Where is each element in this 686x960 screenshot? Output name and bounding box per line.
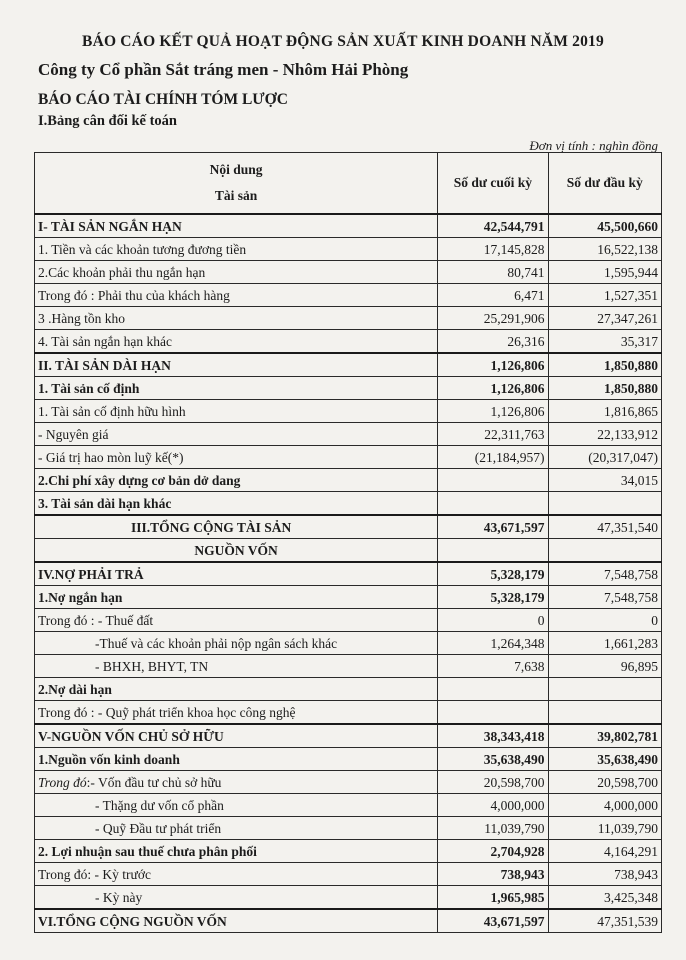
row-label: Trong đó : - Quỹ phát triển khoa học công nghệ — [35, 701, 438, 725]
row-label: 1.Nguồn vốn kinh doanh — [35, 748, 438, 771]
row-label: V-NGUỒN VỐN CHỦ SỞ HỮU — [35, 724, 438, 748]
row-label-lead: Trong đó — [38, 775, 87, 790]
row-begin — [548, 492, 661, 516]
company-name: Công ty Cổ phần Sắt tráng men - Nhôm Hải Phòng — [38, 60, 409, 79]
row-begin: 738,943 — [548, 863, 661, 886]
row-end: 0 — [438, 609, 548, 632]
row-begin: 39,802,781 — [548, 724, 661, 748]
table-row — [35, 817, 662, 840]
row-label: - Quỹ Đầu tư phát triển — [35, 817, 438, 840]
row-label: Trong đó: - Kỳ trước — [35, 863, 438, 886]
row-end: 1,965,985 — [438, 886, 548, 910]
row-label: I- TÀI SẢN NGẮN HẠN — [35, 214, 438, 238]
row-end: 1,264,348 — [438, 632, 548, 655]
row-begin: 0 — [548, 609, 661, 632]
row-label: Trong đó : Phải thu của khách hàng — [35, 284, 438, 307]
table-row — [35, 214, 662, 238]
row-end — [438, 701, 548, 725]
row-begin: 4,000,000 — [548, 794, 661, 817]
table-row — [35, 655, 662, 678]
row-end: 6,471 — [438, 284, 548, 307]
row-begin: 1,595,944 — [548, 261, 661, 284]
table-row — [35, 353, 662, 377]
table-header-row — [35, 153, 662, 215]
table-row — [35, 307, 662, 330]
table-row — [35, 748, 662, 771]
row-end: 4,000,000 — [438, 794, 548, 817]
row-label: - Thặng dư vốn cổ phần — [35, 794, 438, 817]
row-end: 43,671,597 — [438, 515, 548, 539]
row-begin: 7,548,758 — [548, 586, 661, 609]
row-begin: 45,500,660 — [548, 214, 661, 238]
row-end: 1,126,806 — [438, 377, 548, 400]
row-end: 38,343,418 — [438, 724, 548, 748]
table-row — [35, 330, 662, 354]
row-end: 22,311,763 — [438, 423, 548, 446]
header-content — [35, 153, 438, 215]
table-row — [35, 678, 662, 701]
row-label — [35, 771, 438, 794]
row-begin: 35,638,490 — [548, 748, 661, 771]
row-label: - Nguyên giá — [35, 423, 438, 446]
row-begin: 1,527,351 — [548, 284, 661, 307]
header-content-label: Nội dung — [209, 162, 263, 177]
row-label: 1. Tài sản cố định hữu hình — [35, 400, 438, 423]
row-label: 1.Nợ ngắn hạn — [35, 586, 438, 609]
table-row — [35, 492, 662, 516]
row-label: 2.Nợ dài hạn — [35, 678, 438, 701]
row-end: 2,704,928 — [438, 840, 548, 863]
row-begin: 47,351,540 — [548, 515, 661, 539]
row-label: 3. Tài sản dài hạn khác — [35, 492, 438, 516]
row-label: II. TÀI SẢN DÀI HẠN — [35, 353, 438, 377]
row-begin: 27,347,261 — [548, 307, 661, 330]
row-end: 35,638,490 — [438, 748, 548, 771]
table-row — [35, 446, 662, 469]
table-row — [35, 632, 662, 655]
table-row — [35, 423, 662, 446]
row-end: 20,598,700 — [438, 771, 548, 794]
report-title: BÁO CÁO KẾT QUẢ HOẠT ĐỘNG SẢN XUẤT KINH DOANH NĂM 2019 — [82, 33, 604, 50]
row-end: 80,741 — [438, 261, 548, 284]
table-row — [35, 724, 662, 748]
table-row — [35, 609, 662, 632]
table-row — [35, 794, 662, 817]
header-end-balance: Số dư cuối kỳ — [438, 153, 548, 215]
table-row — [35, 701, 662, 725]
row-end: 26,316 — [438, 330, 548, 354]
table-row — [35, 238, 662, 261]
row-begin: 1,661,283 — [548, 632, 661, 655]
row-begin: 11,039,790 — [548, 817, 661, 840]
row-begin: (20,317,047) — [548, 446, 661, 469]
row-begin — [548, 678, 661, 701]
row-label: VI.TỔNG CỘNG NGUỒN VỐN — [35, 909, 438, 933]
table-row — [35, 469, 662, 492]
row-end: 11,039,790 — [438, 817, 548, 840]
row-end: 43,671,597 — [438, 909, 548, 933]
balance-sheet-table — [34, 152, 662, 933]
row-begin: 22,133,912 — [548, 423, 661, 446]
row-label: 2.Các khoản phải thu ngắn hạn — [35, 261, 438, 284]
table-row — [35, 840, 662, 863]
row-begin: 34,015 — [548, 469, 661, 492]
row-label: - Kỳ này — [35, 886, 438, 910]
row-end: 17,145,828 — [438, 238, 548, 261]
row-label: - Giá trị hao mòn luỹ kế(*) — [35, 446, 438, 469]
row-begin: 3,425,348 — [548, 886, 661, 910]
table-row — [35, 586, 662, 609]
row-label: 1. Tiền và các khoản tương đương tiền — [35, 238, 438, 261]
row-begin: 4,164,291 — [548, 840, 661, 863]
row-end: 5,328,179 — [438, 586, 548, 609]
row-begin: 20,598,700 — [548, 771, 661, 794]
row-begin: 7,548,758 — [548, 562, 661, 586]
row-label: 3 .Hàng tồn kho — [35, 307, 438, 330]
table-row — [35, 515, 662, 539]
row-end: 7,638 — [438, 655, 548, 678]
row-begin — [548, 701, 661, 725]
table-row — [35, 400, 662, 423]
section-heading: I.Bảng cân đối kế toán — [38, 113, 177, 129]
row-end — [438, 539, 548, 563]
row-label: 2.Chi phí xây dựng cơ bản dở dang — [35, 469, 438, 492]
row-begin: 16,522,138 — [548, 238, 661, 261]
row-end: 738,943 — [438, 863, 548, 886]
row-end — [438, 678, 548, 701]
row-label: III.TỔNG CỘNG TÀI SẢN — [35, 515, 438, 539]
row-label: -Thuế và các khoản phải nộp ngân sách khác — [35, 632, 438, 655]
header-assets-label: Tài sản — [214, 188, 258, 203]
row-label: 2. Lợi nhuận sau thuế chưa phân phối — [35, 840, 438, 863]
row-end: 1,126,806 — [438, 353, 548, 377]
table-row — [35, 284, 662, 307]
row-begin: 1,816,865 — [548, 400, 661, 423]
row-begin: 1,850,880 — [548, 353, 661, 377]
table-row — [35, 562, 662, 586]
row-end — [438, 492, 548, 516]
row-label: 4. Tài sản ngắn hạn khác — [35, 330, 438, 354]
table-row — [35, 771, 662, 794]
row-begin: 1,850,880 — [548, 377, 661, 400]
row-label-rest: :- Vốn đầu tư chủ sở hữu — [86, 775, 222, 790]
row-label: IV.NỢ PHẢI TRẢ — [35, 562, 438, 586]
row-begin: 47,351,539 — [548, 909, 661, 933]
row-begin: 35,317 — [548, 330, 661, 354]
table-row — [35, 261, 662, 284]
row-end: 25,291,906 — [438, 307, 548, 330]
report-name: BÁO CÁO TÀI CHÍNH TÓM LƯỢC — [38, 91, 288, 108]
unit-note: Đơn vị tính : nghìn đồng — [529, 138, 658, 153]
row-label: Trong đó : - Thuế đất — [35, 609, 438, 632]
row-end — [438, 469, 548, 492]
row-label: NGUỒN VỐN — [35, 539, 438, 563]
table-row — [35, 377, 662, 400]
table-row — [35, 863, 662, 886]
table-row — [35, 539, 662, 563]
row-end: (21,184,957) — [438, 446, 548, 469]
row-label: 1. Tài sản cố định — [35, 377, 438, 400]
row-end: 42,544,791 — [438, 214, 548, 238]
header-begin-balance: Số dư đầu kỳ — [548, 153, 661, 215]
row-end: 5,328,179 — [438, 562, 548, 586]
row-begin: 96,895 — [548, 655, 661, 678]
row-end: 1,126,806 — [438, 400, 548, 423]
row-begin — [548, 539, 661, 563]
row-label: - BHXH, BHYT, TN — [35, 655, 438, 678]
table-row — [35, 886, 662, 910]
table-row — [35, 909, 662, 933]
